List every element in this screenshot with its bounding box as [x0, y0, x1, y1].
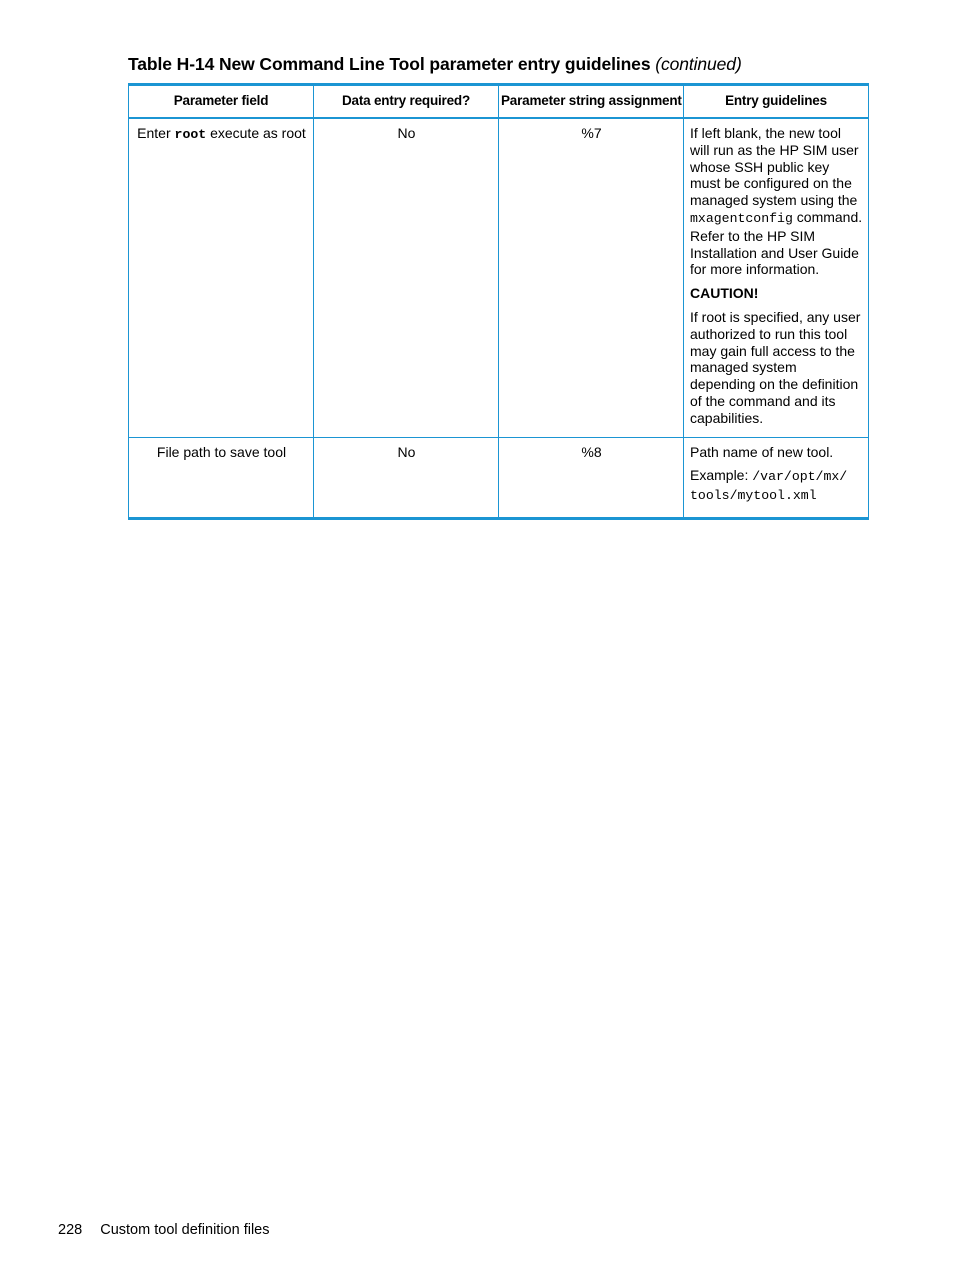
table-continued-label: (continued): [655, 54, 742, 74]
field-prefix: Enter: [137, 125, 171, 141]
field-code: root: [174, 127, 207, 142]
example-paragraph: [690, 467, 863, 505]
cell-parameter-field: File path to save tool: [129, 437, 314, 518]
table-row: [129, 437, 869, 518]
caution-label: CAUTION!: [690, 285, 759, 302]
example-code-line-2: tools/mytool.xml: [690, 488, 817, 504]
example-code-line-1: /var/opt/mx/: [752, 469, 848, 485]
guideline-after: command. Refer to the HP SIM Installation and User Guide for more information.: [690, 208, 863, 278]
header-parameter-string-assignment: Parameter string assignment: [499, 85, 684, 119]
table-row: [129, 118, 869, 437]
guideline-paragraph: [690, 125, 863, 278]
field-suffix: execute as root: [210, 125, 306, 141]
parameter-guidelines-table: [128, 83, 869, 520]
cell-entry-guidelines: [684, 437, 869, 518]
header-parameter-field: Parameter field: [129, 85, 314, 119]
cell-data-entry-required: No: [314, 437, 499, 518]
header-entry-guidelines: Entry guidelines: [684, 85, 869, 119]
header-data-entry-required: Data entry required?: [314, 85, 499, 119]
table-caption: [128, 54, 742, 75]
table-header-row: [129, 85, 869, 119]
footer-section-title: Custom tool definition files: [100, 1222, 270, 1238]
cell-data-entry-required: No: [314, 118, 499, 437]
guideline-code: mxagentconfig: [690, 210, 793, 226]
cell-parameter-assignment: %8: [499, 437, 684, 518]
example-label: Example:: [690, 467, 749, 484]
cell-parameter-field: [129, 118, 314, 437]
table-title: Table H-14 New Command Line Tool parameter entry guidelines: [128, 54, 651, 74]
cell-parameter-assignment: %7: [499, 118, 684, 437]
cell-entry-guidelines: [684, 118, 869, 437]
guideline-paragraph: Path name of new tool.: [690, 443, 834, 460]
caution-text: If root is specified, any user authorized to run this tool may gain full access to the managed system depending on the definition of the command and its capabilities.: [690, 308, 861, 426]
page-number: 228: [58, 1222, 83, 1238]
guideline-intro: If left blank, the new tool will run as the HP SIM user whose SSH public key must be configured on the managed system using the: [690, 125, 859, 209]
page-footer: [58, 1222, 269, 1238]
